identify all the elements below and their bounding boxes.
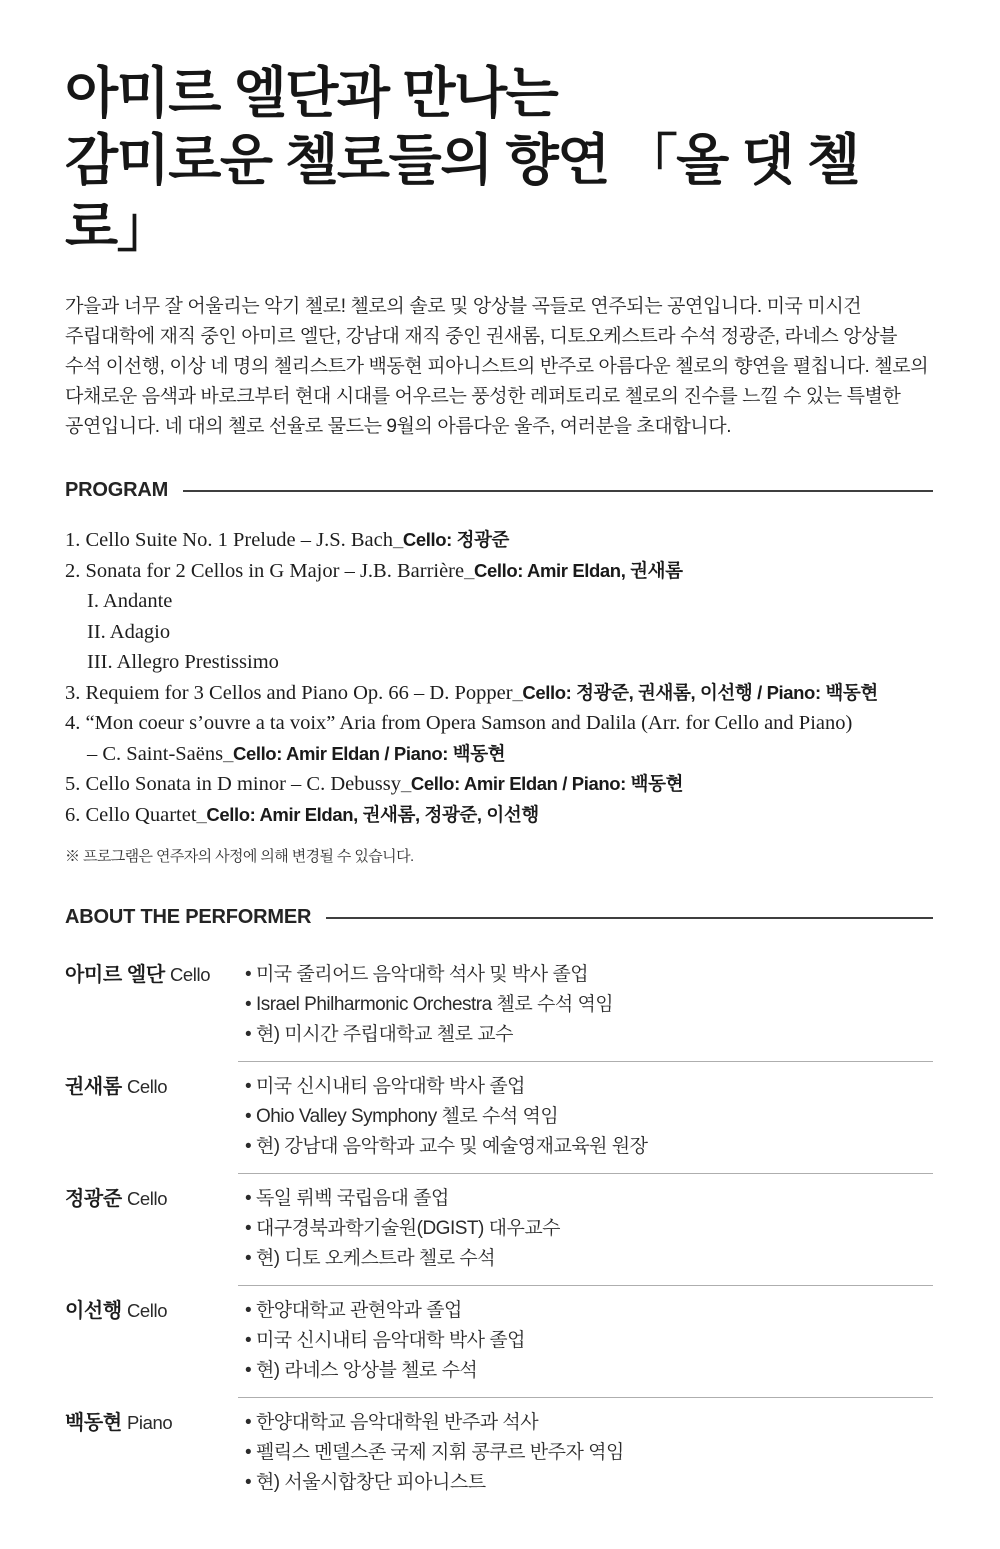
program-item-title: – C. Saint-Saëns [87, 742, 224, 765]
performer-name: 아미르 엘단 Cello [65, 964, 211, 986]
page-title-line2: 감미로운 첼로들의 향연 「올 댓 첼로」 [65, 129, 859, 258]
performer-name: 이선행 Cello [65, 1300, 168, 1322]
performer-name: 권새롬 Cello [65, 1076, 168, 1098]
program-item-cast: _Cello: 정광준, 권새롬, 이선행 / Piano: 백동현 [512, 681, 878, 703]
program-item-3 [65, 678, 933, 709]
performer-credit: • 대구경북과학기술원(DGIST) 대우교수 [245, 1214, 933, 1244]
program-movement-label: I. Andante [87, 590, 173, 612]
program-item-cast: _Cello: Amir Eldan / Piano: 백동현 [223, 742, 506, 764]
performer-instrument: Cello [169, 964, 211, 985]
performers-heading-label: ABOUT THE PERFORMER [65, 906, 312, 928]
performer-credits [245, 1184, 933, 1274]
program-item-title: 1. Cello Suite No. 1 Prelude – J.S. Bach [65, 529, 393, 551]
performer-name: 정광준 Cello [65, 1188, 168, 1210]
performer-row-amir-eldan [65, 950, 933, 1061]
program-item-title: 2. Sonata for 2 Cellos in G Major – J.B. Barrière [65, 559, 465, 582]
program-movement-label: III. Allegro Prestissimo [87, 651, 279, 673]
page-title [65, 60, 933, 261]
program-item-5 [65, 769, 933, 800]
performer-row-jung-kwangjun [65, 1174, 933, 1285]
performer-credit: • 미국 줄리어드 음악대학 석사 및 박사 졸업 [245, 960, 933, 990]
program-item-1 [65, 525, 933, 556]
performer-credit: • 펠릭스 멘델스존 국제 지휘 콩쿠르 반주자 역임 [245, 1438, 933, 1468]
performer-credit: • 현) 디토 오케스트라 첼로 수석 [245, 1244, 933, 1274]
program-item-2 [65, 556, 933, 587]
page-title-line1: 아미르 엘단과 만나는 [65, 62, 558, 124]
intro-paragraph: 가을과 너무 잘 어울리는 악기 첼로! 첼로의 솔로 및 앙상블 곡들로 연주되는 공연입니다. 미국 미시건 주립대학에 재직 중인 아미르 엘단, 강남대 재직 중인 권새롬, 디토오케스트라 수석 정광준, 라네스 앙상블 수석 이선행, 이상 네 명의 첼리스트가 백동현 피아니스트의 반주로 아름다운 첼로의 향연을 펼칩니다. 첼로의 다채로운 음색과 바로크부터 현대 시대를 어우르는 풍성한 레퍼토리로 첼로의 진수를 느낄 수 있는 특별한 공연입니다. 네 대의 첼로 선율로 물드는 9월의 아름다운 울주, 여러분을 초대합니다. [65, 296, 929, 437]
program-item-4-composer [65, 739, 933, 770]
program-item-title: 6. Cello Quartet [65, 803, 197, 826]
performer-credit: • 현) 라네스 앙상블 첼로 수석 [245, 1356, 933, 1386]
performer-credit: • Ohio Valley Symphony 첼로 수석 역임 [245, 1102, 933, 1132]
performer-credit: • 한양대학교 관현악과 졸업 [245, 1296, 933, 1326]
performer-credits [245, 1408, 933, 1498]
performer-row-baek-donghyun [65, 1398, 933, 1509]
performer-credits [245, 1296, 933, 1386]
program-item-title: 5. Cello Sonata in D minor – C. Debussy [65, 773, 401, 795]
program-heading-rule [183, 490, 933, 492]
performer-credit: • 현) 서울시합창단 피아니스트 [245, 1468, 933, 1498]
performer-row-lee-sunhaeng [65, 1286, 933, 1397]
program-item-2-movement-3 [65, 647, 933, 678]
program-heading-label: PROGRAM [65, 479, 169, 501]
program-item-4 [65, 708, 933, 739]
program-item-cast: _Cello: Amir Eldan, 권새롬, 정광준, 이선행 [196, 803, 539, 825]
performer-credit: • 현) 강남대 음악학과 교수 및 예술영재교육원 원장 [245, 1132, 933, 1162]
performer-instrument: Cello [126, 1076, 168, 1097]
program-change-note: ※ 프로그램은 연주자의 사정에 의해 변경될 수 있습니다. [65, 848, 414, 865]
program-item-2-movement-2 [65, 617, 933, 648]
program-item-6 [65, 800, 933, 831]
program-item-title: 4. “Mon coeur s’ouvre a ta voix” Aria from Opera Samson and Dalila (Arr. for Cello and Piano) [65, 712, 853, 734]
program-movement-label: II. Adagio [87, 620, 171, 643]
program-item-cast: _Cello: 정광준 [392, 529, 510, 550]
performers-section-heading [65, 906, 933, 929]
performer-instrument: Piano [126, 1412, 173, 1433]
performers-heading-rule [326, 917, 933, 919]
performer-credit: • 현) 미시간 주립대학교 첼로 교수 [245, 1020, 933, 1050]
performer-credit: • 한양대학교 음악대학원 반주과 석사 [245, 1408, 933, 1438]
performers-list [65, 950, 933, 1509]
performer-credit: • 미국 신시내티 음악대학 박사 졸업 [245, 1326, 933, 1356]
program-list [65, 525, 933, 830]
program-item-title: 3. Requiem for 3 Cellos and Piano Op. 66 – D. Popper [65, 681, 513, 704]
performer-name: 백동현 Piano [65, 1412, 173, 1434]
program-item-cast: _Cello: Amir Eldan / Piano: 백동현 [400, 773, 684, 794]
program-section-heading [65, 479, 933, 502]
performer-credit: • 독일 뤼벡 국립음대 졸업 [245, 1184, 933, 1214]
performer-instrument: Cello [126, 1300, 168, 1321]
program-item-cast: _Cello: Amir Eldan, 권새롬 [464, 559, 683, 581]
program-item-2-movement-1 [65, 586, 933, 617]
performer-instrument: Cello [126, 1188, 168, 1209]
performer-row-kwon-saerom [65, 1062, 933, 1173]
performer-credit: • Israel Philharmonic Orchestra 첼로 수석 역임 [245, 990, 933, 1020]
performer-credit: • 미국 신시내티 음악대학 박사 졸업 [245, 1072, 933, 1102]
performer-credits [245, 1072, 933, 1162]
performer-credits [245, 960, 933, 1050]
